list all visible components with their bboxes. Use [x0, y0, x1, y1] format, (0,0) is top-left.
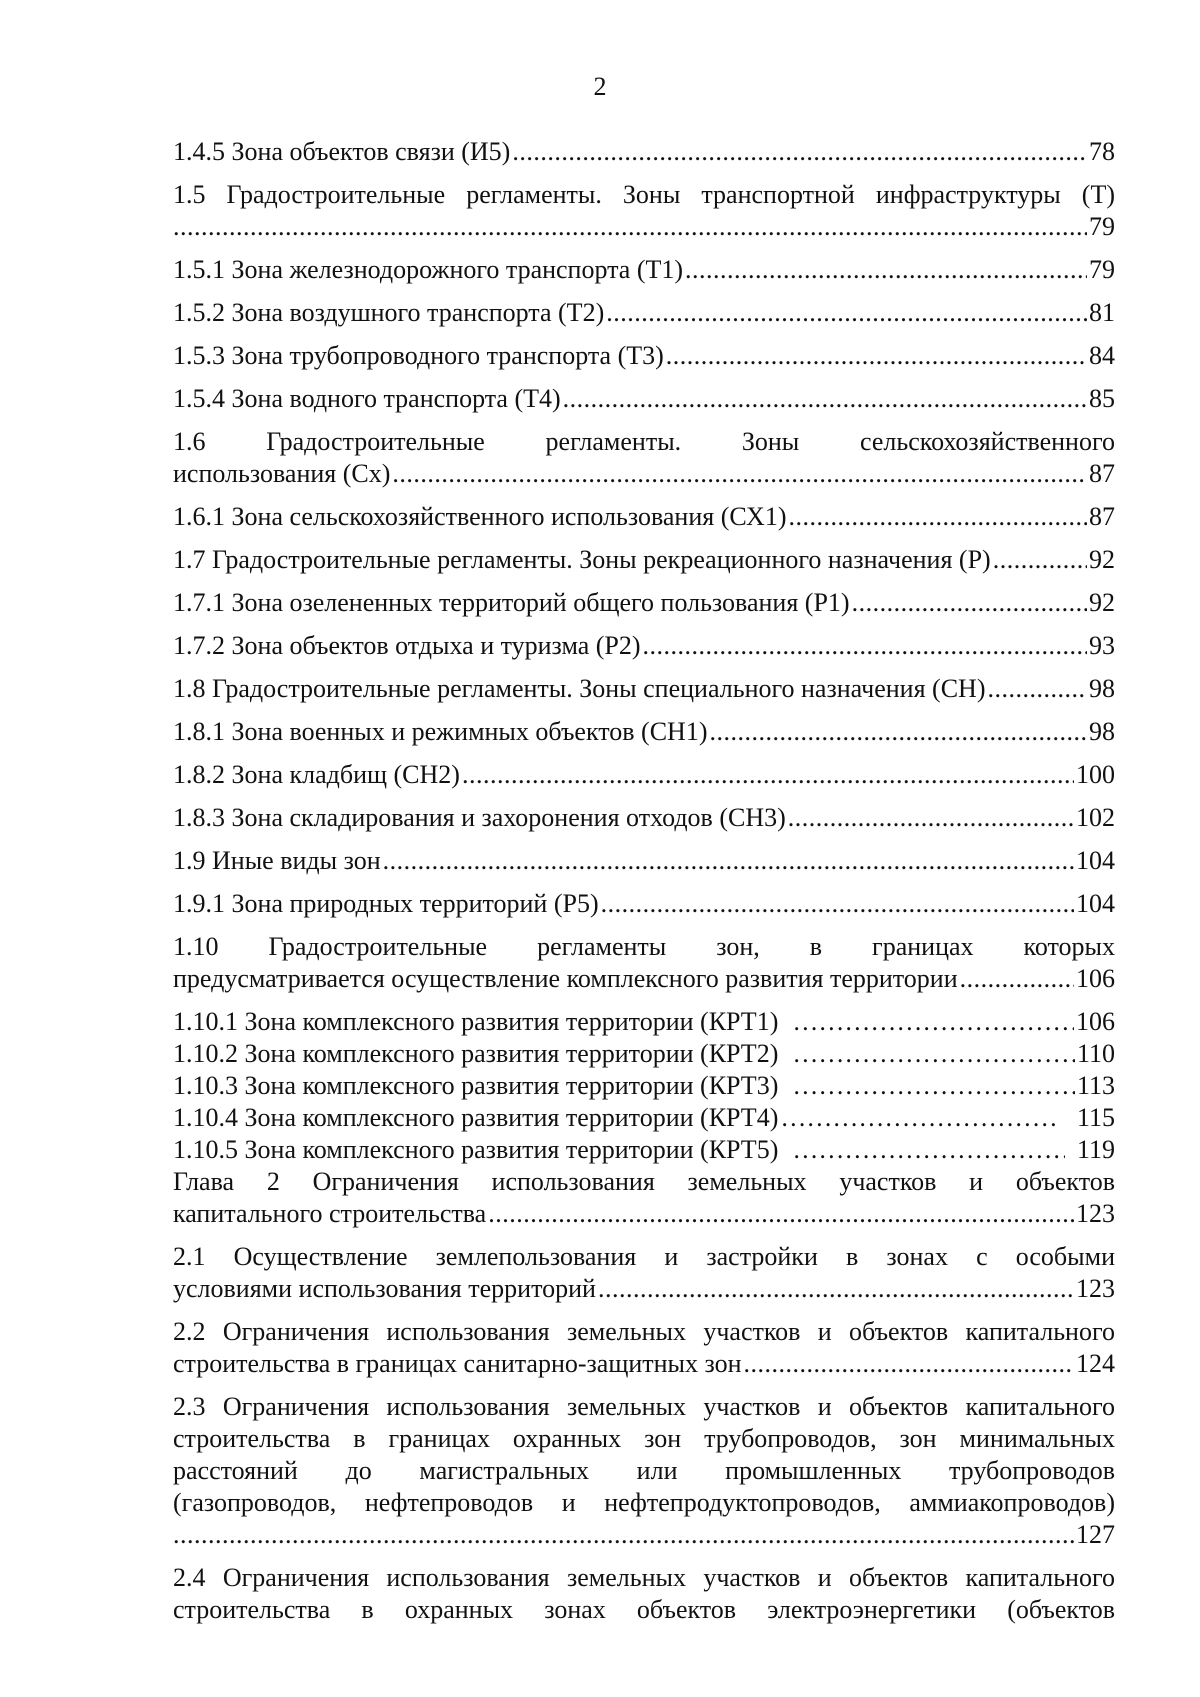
- toc-entry[interactable]: [173, 630, 1115, 662]
- toc-entry-title-line: Глава 2 Ограничения использования земельных участков и объектов: [173, 1167, 1115, 1196]
- toc-entry-title-last: условиями использования территорий: [173, 1274, 596, 1303]
- toc-entry-title-line: строительства в границах охранных зон трубопроводов, зон минимальных: [173, 1424, 1115, 1453]
- toc-entry-title-line: расстояний до магистральных или промышленных трубопроводов: [173, 1456, 1115, 1485]
- dot-leader: [392, 458, 1087, 490]
- toc-entry[interactable]: [173, 587, 1115, 619]
- dot-leader: [563, 383, 1087, 415]
- toc-entry[interactable]: [173, 340, 1115, 372]
- dot-leader: [960, 963, 1074, 995]
- toc-entry[interactable]: [173, 297, 1115, 329]
- toc-entry-title-line: 2.3 Ограничения использования земельных участков и объектов капитального: [173, 1392, 1115, 1421]
- toc-entry-page: 106: [1076, 1007, 1115, 1036]
- toc-entry-page: 87: [1089, 459, 1115, 488]
- toc-entry[interactable]: [173, 888, 1115, 920]
- toc-entry-page: 92: [1089, 545, 1115, 574]
- toc-entry-page: 127: [1076, 1520, 1115, 1549]
- toc-entry[interactable]: [173, 1006, 1115, 1038]
- toc-entry[interactable]: [173, 1562, 1115, 1626]
- dot-leader: [788, 501, 1087, 533]
- toc-entry-page: 84: [1089, 341, 1115, 370]
- toc-entry-page: 123: [1076, 1199, 1115, 1228]
- page-number: 2: [593, 72, 607, 101]
- toc-entry-title: 1.6.1 Зона сельскохозяйственного использования (СХ1): [173, 502, 787, 531]
- toc-entry[interactable]: [173, 1241, 1115, 1305]
- toc-entry-title: 1.10.1 Зона комплексного развития территории (КРТ1): [173, 1007, 779, 1036]
- toc-entry-title: 1.8.2 Зона кладбищ (СН2): [173, 760, 460, 789]
- toc-entry[interactable]: [173, 1102, 1115, 1134]
- toc-entry-title-line: 2.4 Ограничения использования земельных участков и объектов капитального: [173, 1563, 1115, 1592]
- toc-entry[interactable]: [173, 1316, 1115, 1380]
- toc-entry[interactable]: [173, 1134, 1115, 1166]
- table-of-contents: [173, 136, 1115, 1626]
- dot-leader: [780, 1102, 1059, 1134]
- toc-entry-title: 1.4.5 Зона объектов связи (И5): [173, 137, 511, 166]
- dot-leader: [993, 544, 1087, 576]
- dot-leader: [792, 1038, 1075, 1070]
- toc-entry[interactable]: [173, 1391, 1115, 1551]
- toc-entry-title: 1.5.3 Зона трубопроводного транспорта (Т3): [173, 341, 664, 370]
- toc-entry-page: 123: [1076, 1274, 1115, 1303]
- toc-entry[interactable]: [173, 501, 1115, 533]
- toc-entry[interactable]: [173, 759, 1115, 791]
- toc-entry-title: 1.10.4 Зона комплексного развития территории (КРТ4): [173, 1103, 779, 1132]
- toc-entry-title-last: предусматривается осуществление комплексного развития территории: [173, 964, 958, 993]
- toc-entry[interactable]: [173, 544, 1115, 576]
- toc-entry-title-line: (газопроводов, нефтепроводов и нефтепродуктопроводов, аммиакопроводов): [173, 1488, 1115, 1517]
- toc-entry[interactable]: [173, 673, 1115, 705]
- toc-entry-page: 100: [1076, 760, 1115, 789]
- dot-leader: [987, 673, 1087, 705]
- dot-leader: [744, 1348, 1074, 1380]
- toc-entry-page: 87: [1089, 502, 1115, 531]
- toc-entry-title-line: 2.1 Осуществление землепользования и застройки в зонах с особыми: [173, 1242, 1115, 1271]
- dot-leader: [643, 630, 1087, 662]
- toc-entry-page: 113: [1076, 1071, 1115, 1100]
- toc-entry[interactable]: [173, 136, 1115, 168]
- toc-entry-page: 110: [1076, 1039, 1115, 1068]
- toc-entry[interactable]: [173, 716, 1115, 748]
- toc-entry-title: 1.8 Градостроительные регламенты. Зоны специального назначения (СН): [173, 674, 986, 703]
- toc-entry-title-last: строительства в границах санитарно-защитных зон: [173, 1349, 742, 1378]
- toc-entry[interactable]: [173, 1038, 1115, 1070]
- dot-leader: [173, 1519, 1074, 1551]
- toc-entry-page: 104: [1076, 889, 1115, 918]
- toc-entry-page: 115: [1076, 1103, 1115, 1132]
- toc-entry-page: 124: [1076, 1349, 1115, 1378]
- toc-entry-page: 79: [1089, 212, 1115, 241]
- toc-entry-page: 102: [1076, 803, 1115, 832]
- toc-entry-title-last: использования (Сх): [173, 459, 391, 488]
- dot-leader: [710, 716, 1088, 748]
- toc-entry-title-line: 1.10 Градостроительные регламенты зон, в границах которых: [173, 932, 1115, 961]
- dot-leader: [601, 888, 1074, 920]
- toc-entry[interactable]: [173, 931, 1115, 995]
- toc-entry[interactable]: [173, 1070, 1115, 1102]
- toc-entry[interactable]: [173, 179, 1115, 243]
- dot-leader: [606, 297, 1087, 329]
- toc-entry-page: 106: [1076, 964, 1115, 993]
- dot-leader: [512, 136, 1087, 168]
- dot-leader: [173, 211, 1087, 243]
- toc-entry-title: 1.9 Иные виды зон: [173, 846, 381, 875]
- dot-leader: [685, 254, 1087, 286]
- dot-leader: [792, 1070, 1075, 1102]
- toc-entry[interactable]: [173, 802, 1115, 834]
- toc-entry-title: 1.7 Градостроительные регламенты. Зоны рекреационного назначения (Р): [173, 545, 991, 574]
- toc-entry-page: 92: [1089, 588, 1115, 617]
- toc-entry-title: 1.5.1 Зона железнодорожного транспорта (Т1): [173, 255, 684, 284]
- toc-entry[interactable]: [173, 426, 1115, 490]
- toc-entry-title-line: 1.5 Градостроительные регламенты. Зоны транспортной инфраструктуры (Т): [173, 180, 1115, 209]
- toc-entry-page: 93: [1089, 631, 1115, 660]
- toc-entry-page: 85: [1089, 384, 1115, 413]
- toc-entry-title: 1.5.4 Зона водного транспорта (Т4): [173, 384, 561, 413]
- toc-entry-title: 1.10.3 Зона комплексного развития территории (КРТ3): [173, 1071, 779, 1100]
- toc-entry-title: 1.9.1 Зона природных территорий (Р5): [173, 889, 599, 918]
- toc-entry[interactable]: [173, 383, 1115, 415]
- toc-entry-page: 98: [1089, 717, 1115, 746]
- dot-leader: [788, 802, 1074, 834]
- toc-entry-title: 1.8.3 Зона складирования и захоронения отходов (СН3): [173, 803, 786, 832]
- toc-entry-title: 1.7.1 Зона озелененных территорий общего пользования (Р1): [173, 588, 850, 617]
- toc-entry-title: 1.10.2 Зона комплексного развития территории (КРТ2): [173, 1039, 779, 1068]
- toc-entry-title-line: 1.6 Градостроительные регламенты. Зоны сельскохозяйственного: [173, 427, 1115, 456]
- toc-entry-title-last: капитального строительства: [173, 1199, 487, 1228]
- toc-entry-title-line: строительства в охранных зонах объектов электроэнергетики (объектов: [173, 1595, 1115, 1624]
- toc-entry[interactable]: [173, 254, 1115, 286]
- toc-entry-page: 104: [1076, 846, 1115, 875]
- toc-entry-title: 1.10.5 Зона комплексного развития территории (КРТ5): [173, 1135, 779, 1164]
- toc-entry-page: 119: [1076, 1135, 1115, 1164]
- toc-entry-page: 81: [1089, 298, 1115, 327]
- toc-entry-title-line: 2.2 Ограничения использования земельных участков и объектов капитального: [173, 1317, 1115, 1346]
- toc-entry-page: 79: [1089, 255, 1115, 284]
- dot-leader: [598, 1273, 1074, 1305]
- dot-leader: [852, 587, 1087, 619]
- toc-entry[interactable]: [173, 1166, 1115, 1230]
- dot-leader: [462, 759, 1074, 791]
- dot-leader: [792, 1134, 1065, 1166]
- toc-entry-title: 1.8.1 Зона военных и режимных объектов (СН1): [173, 717, 708, 746]
- dot-leader: [792, 1006, 1074, 1038]
- toc-entry[interactable]: [173, 845, 1115, 877]
- dot-leader: [383, 845, 1074, 877]
- toc-entry-title: 1.7.2 Зона объектов отдыха и туризма (Р2): [173, 631, 641, 660]
- toc-entry-title: 1.5.2 Зона воздушного транспорта (Т2): [173, 298, 605, 327]
- dot-leader: [666, 340, 1087, 372]
- toc-entry-page: 98: [1089, 674, 1115, 703]
- dot-leader: [488, 1198, 1074, 1230]
- toc-entry-page: 78: [1089, 137, 1115, 166]
